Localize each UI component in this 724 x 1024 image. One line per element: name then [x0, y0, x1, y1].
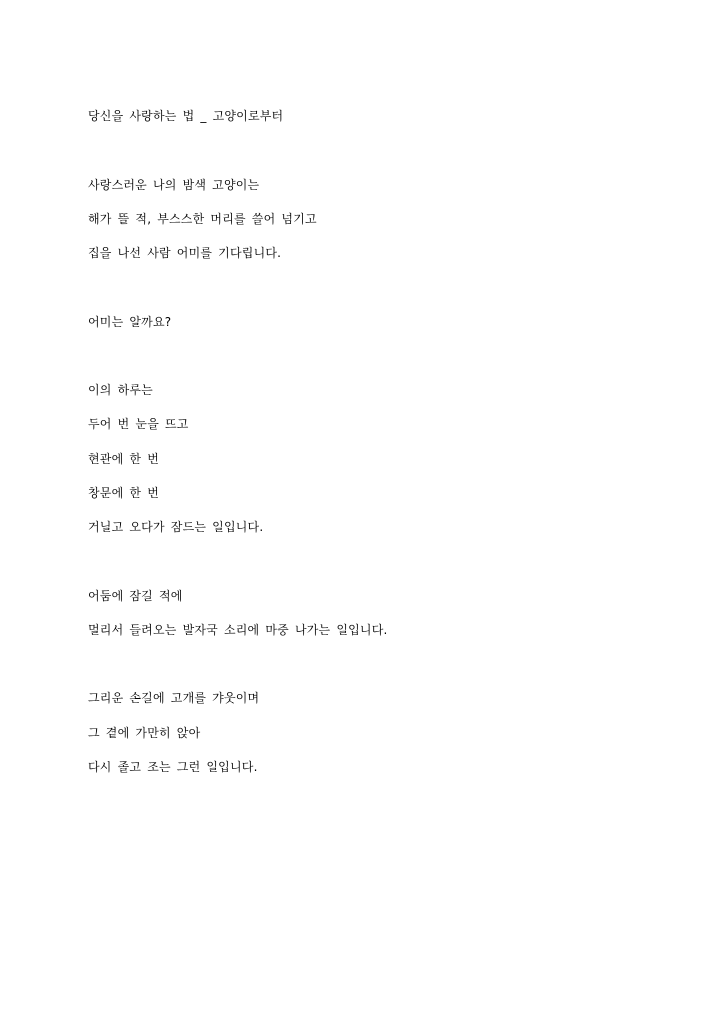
poem-line: 그 곁에 가만히 앉아	[88, 726, 201, 740]
poem-line: 사랑스러운 나의 밤색 고양이는	[88, 178, 260, 192]
poem-line: 멀리서 들려오는 발자국 소리에 마중 나가는 일입니다.	[88, 623, 388, 637]
poem-title: 당신을 사랑하는 법 _ 고양이로부터	[88, 109, 284, 123]
poem-line: 이의 하루는	[88, 383, 153, 397]
poem-line: 현관에 한 번	[88, 452, 159, 466]
poem-line: 어둠에 잠길 적에	[88, 589, 183, 603]
poem-line: 창문에 한 번	[88, 486, 159, 500]
poem-line: 다시 졸고 조는 그런 일입니다.	[88, 760, 258, 774]
poem-line: 해가 뜰 적, 부스스한 머리를 쓸어 넘기고	[88, 212, 317, 226]
poem-line: 집을 나선 사람 어미를 기다립니다.	[88, 246, 282, 260]
poem-line: 두어 번 눈을 뜨고	[88, 417, 189, 431]
poem-line: 어미는 알까요?	[88, 315, 172, 329]
poem-line: 그리운 손길에 고개를 갸웃이며	[88, 691, 260, 705]
poem-line: 거닐고 오다가 잠드는 일입니다.	[88, 520, 264, 534]
